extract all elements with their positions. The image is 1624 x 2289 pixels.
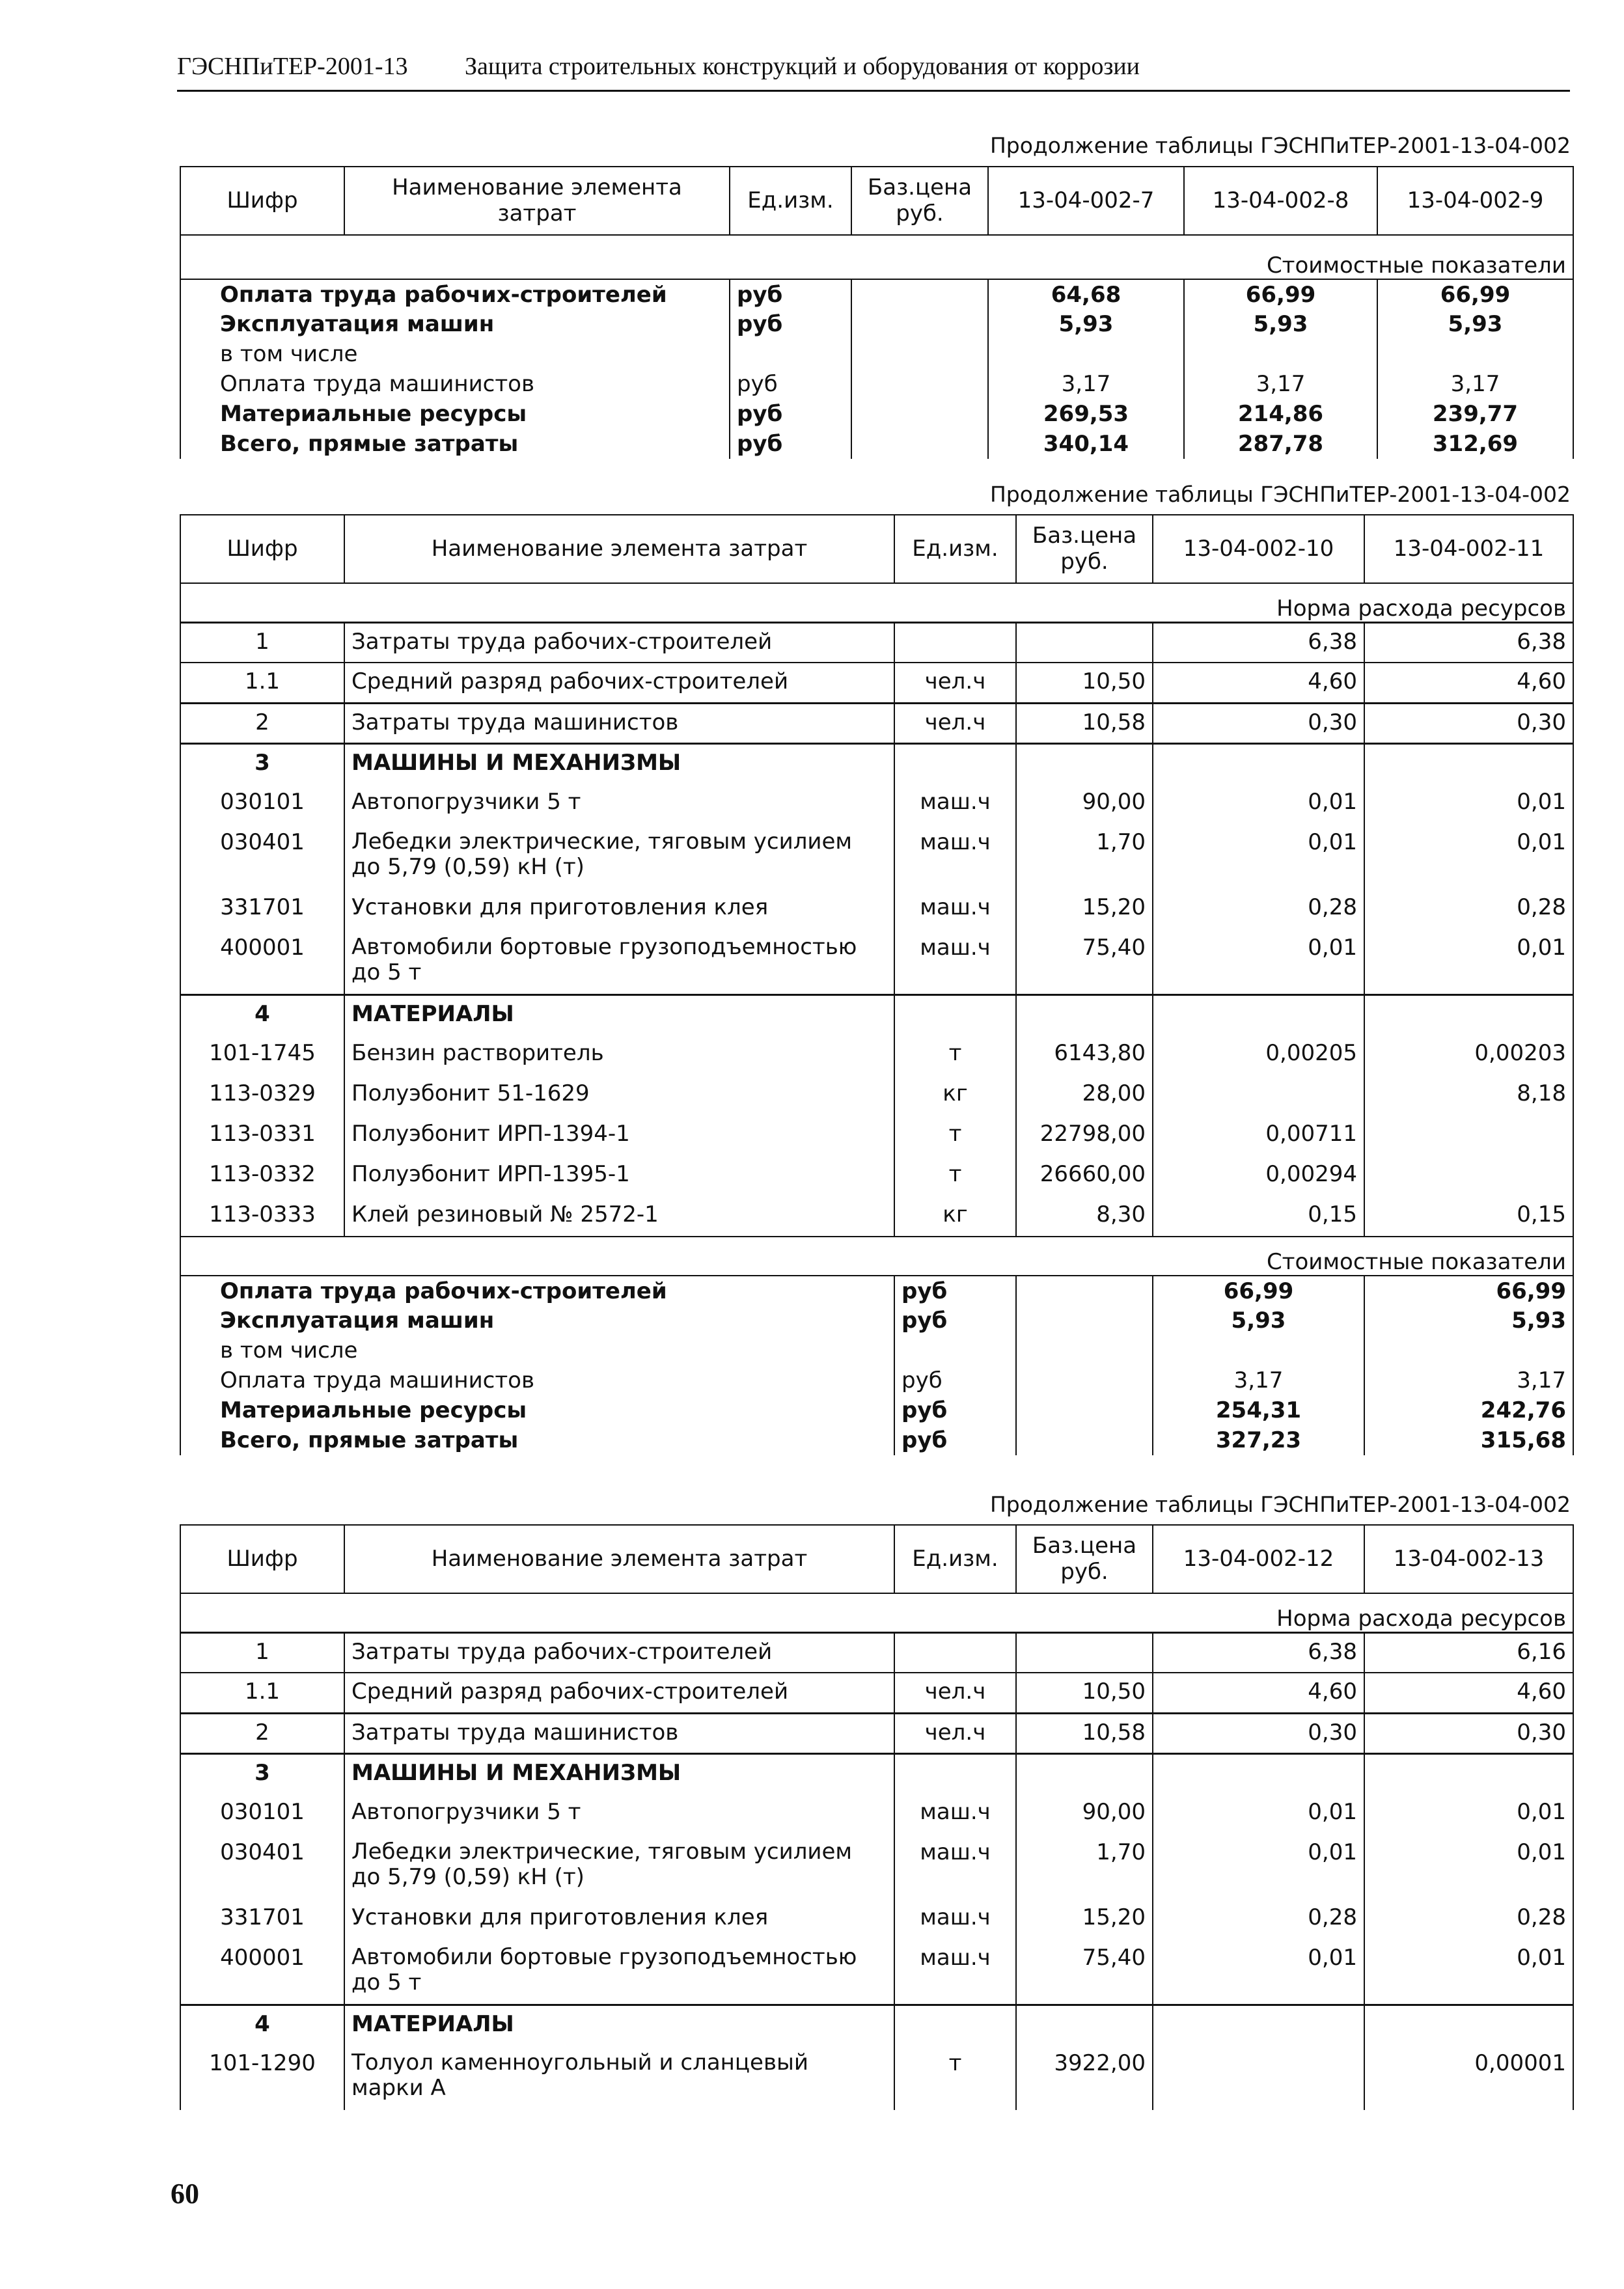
resource-a: 0,30 bbox=[1153, 1713, 1364, 1753]
resource-b bbox=[1364, 1116, 1573, 1156]
resource-b bbox=[1364, 994, 1573, 1035]
cost-value: 269,53 bbox=[988, 399, 1184, 429]
resource-a: 0,28 bbox=[1153, 889, 1364, 929]
section-label: Стоимостные показатели bbox=[180, 235, 1573, 279]
resource-b: 0,28 bbox=[1364, 1899, 1573, 1939]
resource-row bbox=[180, 2045, 1573, 2110]
cost-row bbox=[180, 1336, 1573, 1365]
cost-price bbox=[851, 279, 988, 309]
resource-b: 0,01 bbox=[1364, 784, 1573, 824]
group-row bbox=[180, 2005, 1573, 2045]
col-header: 13-04-002-8 bbox=[1184, 167, 1377, 235]
resource-a bbox=[1153, 743, 1364, 784]
resource-code: 400001 bbox=[180, 1939, 344, 2005]
cost-value: 340,14 bbox=[988, 429, 1184, 459]
resource-code: 101-1745 bbox=[180, 1035, 344, 1075]
cost-row bbox=[180, 1365, 1573, 1395]
resource-name: Средний разряд рабочих-строителей bbox=[344, 1673, 894, 1713]
resource-row bbox=[180, 1834, 1573, 1899]
resource-code: 030101 bbox=[180, 784, 344, 824]
col-header: Наименование элемента затрат bbox=[344, 167, 730, 235]
resource-name: МАТЕРИАЛЫ bbox=[344, 2005, 894, 2045]
cost-unit: руб bbox=[894, 1306, 1016, 1336]
cost-row bbox=[180, 1306, 1573, 1336]
cost-name: Эксплуатация машин bbox=[180, 309, 730, 339]
col-header: 13-04-002-13 bbox=[1364, 1525, 1573, 1593]
cost-row bbox=[180, 399, 1573, 429]
resource-row bbox=[180, 824, 1573, 889]
resource-row bbox=[180, 663, 1573, 703]
resource-code: 331701 bbox=[180, 1899, 344, 1939]
table3-header-row bbox=[180, 1525, 1573, 1593]
cost-value: 64,68 bbox=[988, 279, 1184, 309]
resource-a: 6,38 bbox=[1153, 1632, 1364, 1673]
resource-name: Бензин растворитель bbox=[344, 1035, 894, 1075]
resource-code: 3 bbox=[180, 1753, 344, 1794]
resource-name: Затраты труда машинистов bbox=[344, 703, 894, 743]
resource-row bbox=[180, 1713, 1573, 1753]
resource-row bbox=[180, 1632, 1573, 1673]
cost-name: Оплата труда машинистов bbox=[180, 369, 730, 399]
cost-name: Оплата труда рабочих-строителей bbox=[180, 279, 730, 309]
section-label: Норма расхода ресурсов bbox=[180, 1593, 1573, 1632]
col-header: Ед.изм. bbox=[894, 1525, 1016, 1593]
resource-row bbox=[180, 784, 1573, 824]
resource-price: 10,58 bbox=[1016, 1713, 1153, 1753]
resource-unit: кг bbox=[894, 1196, 1016, 1237]
cost-unit: руб bbox=[730, 369, 851, 399]
resource-a: 0,28 bbox=[1153, 1899, 1364, 1939]
resource-code: 4 bbox=[180, 2005, 344, 2045]
section-row bbox=[180, 235, 1573, 279]
header-title: Защита строительных конструкций и оборудования от коррозии bbox=[465, 53, 1140, 80]
resource-b: 6,16 bbox=[1364, 1632, 1573, 1673]
resource-price: 28,00 bbox=[1016, 1075, 1153, 1116]
cost-value: 66,99 bbox=[1184, 279, 1377, 309]
resource-b bbox=[1364, 1753, 1573, 1794]
cost-value: 239,77 bbox=[1377, 399, 1573, 429]
col-header: Баз.цена руб. bbox=[1016, 1525, 1153, 1593]
cost-name: Оплата труда рабочих-строителей bbox=[180, 1276, 894, 1306]
resource-unit bbox=[894, 622, 1016, 663]
resource-price: 75,40 bbox=[1016, 929, 1153, 994]
resource-b: 0,15 bbox=[1364, 1196, 1573, 1237]
resource-code: 113-0329 bbox=[180, 1075, 344, 1116]
page-number: 60 bbox=[171, 2178, 199, 2210]
resource-price bbox=[1016, 994, 1153, 1035]
cost-value: 254,31 bbox=[1153, 1395, 1364, 1425]
resource-code: 113-0333 bbox=[180, 1196, 344, 1237]
resource-name: Лебедки электрические, тяговым усилием до 5,79 (0,59) кН (т) bbox=[344, 824, 894, 889]
cost-value: 5,93 bbox=[1364, 1306, 1573, 1336]
resource-a bbox=[1153, 2005, 1364, 2045]
resource-a: 0,30 bbox=[1153, 703, 1364, 743]
cost-name: Всего, прямые затраты bbox=[180, 1425, 894, 1455]
resource-name: Полуэбонит ИРП-1395-1 bbox=[344, 1156, 894, 1196]
header-code: ГЭСНПиТЕР-2001-13 bbox=[177, 53, 408, 80]
resource-code: 1 bbox=[180, 1632, 344, 1673]
resource-row bbox=[180, 1116, 1573, 1156]
col-header: Ед.изм. bbox=[894, 515, 1016, 583]
resource-price bbox=[1016, 622, 1153, 663]
resource-row bbox=[180, 1794, 1573, 1834]
cost-price bbox=[1016, 1425, 1153, 1455]
resource-a bbox=[1153, 1075, 1364, 1116]
cost-unit: руб bbox=[730, 309, 851, 339]
resource-unit bbox=[894, 2005, 1016, 2045]
resource-b: 0,01 bbox=[1364, 1794, 1573, 1834]
resource-row bbox=[180, 1673, 1573, 1713]
col-header: Баз.цена руб. bbox=[1016, 515, 1153, 583]
table2 bbox=[180, 514, 1574, 1455]
col-header: Наименование элемента затрат bbox=[344, 515, 894, 583]
resource-code: 1.1 bbox=[180, 663, 344, 703]
resource-b: 0,30 bbox=[1364, 703, 1573, 743]
resource-b bbox=[1364, 2005, 1573, 2045]
resource-name: Установки для приготовления клея bbox=[344, 1899, 894, 1939]
resource-price bbox=[1016, 1632, 1153, 1673]
resource-unit bbox=[894, 994, 1016, 1035]
cost-price bbox=[1016, 1336, 1153, 1365]
cost-value: 5,93 bbox=[1377, 309, 1573, 339]
resource-unit: т bbox=[894, 1156, 1016, 1196]
resource-price: 22798,00 bbox=[1016, 1116, 1153, 1156]
cost-unit: руб bbox=[730, 279, 851, 309]
resource-unit: чел.ч bbox=[894, 663, 1016, 703]
cost-name: в том числе bbox=[180, 339, 730, 369]
resource-price: 1,70 bbox=[1016, 1834, 1153, 1899]
cost-unit: руб bbox=[730, 429, 851, 459]
resource-b: 8,18 bbox=[1364, 1075, 1573, 1116]
resource-unit bbox=[894, 743, 1016, 784]
resource-unit: т bbox=[894, 1116, 1016, 1156]
col-header: 13-04-002-7 bbox=[988, 167, 1184, 235]
resource-a: 0,00294 bbox=[1153, 1156, 1364, 1196]
cost-price bbox=[1016, 1276, 1153, 1306]
cost-value: 3,17 bbox=[1377, 369, 1573, 399]
cost-row bbox=[180, 309, 1573, 339]
resource-unit: маш.ч bbox=[894, 1834, 1016, 1899]
cost-name: Эксплуатация машин bbox=[180, 1306, 894, 1336]
resource-price: 90,00 bbox=[1016, 784, 1153, 824]
resource-b: 0,01 bbox=[1364, 824, 1573, 889]
col-header: Баз.цена руб. bbox=[851, 167, 988, 235]
resource-code: 101-1290 bbox=[180, 2045, 344, 2110]
table3 bbox=[180, 1524, 1574, 2110]
table1 bbox=[180, 166, 1574, 459]
resource-name: МАТЕРИАЛЫ bbox=[344, 994, 894, 1035]
resource-unit: чел.ч bbox=[894, 703, 1016, 743]
cost-value: 3,17 bbox=[1364, 1365, 1573, 1395]
table2-caption: Продолжение таблицы ГЭСНПиТЕР-2001-13-04-002 bbox=[989, 482, 1571, 507]
resource-b: 0,30 bbox=[1364, 1713, 1573, 1753]
resource-price: 8,30 bbox=[1016, 1196, 1153, 1237]
section-row bbox=[180, 1593, 1573, 1632]
cost-price bbox=[851, 309, 988, 339]
resource-a: 4,60 bbox=[1153, 1673, 1364, 1713]
col-header: Шифр bbox=[180, 1525, 344, 1593]
resource-b: 4,60 bbox=[1364, 663, 1573, 703]
resource-a: 0,15 bbox=[1153, 1196, 1364, 1237]
col-header: Шифр bbox=[180, 515, 344, 583]
cost-value: 3,17 bbox=[1153, 1365, 1364, 1395]
resource-code: 2 bbox=[180, 703, 344, 743]
cost-name: Оплата труда машинистов bbox=[180, 1365, 894, 1395]
resource-code: 1.1 bbox=[180, 1673, 344, 1713]
resource-name: Средний разряд рабочих-строителей bbox=[344, 663, 894, 703]
resource-code: 400001 bbox=[180, 929, 344, 994]
resource-code: 1 bbox=[180, 622, 344, 663]
resource-name: Затраты труда рабочих-строителей bbox=[344, 1632, 894, 1673]
resource-price: 15,20 bbox=[1016, 889, 1153, 929]
resource-b: 6,38 bbox=[1364, 622, 1573, 663]
cost-row bbox=[180, 429, 1573, 459]
cost-value: 66,99 bbox=[1377, 279, 1573, 309]
resource-name: МАШИНЫ И МЕХАНИЗМЫ bbox=[344, 1753, 894, 1794]
cost-unit bbox=[730, 339, 851, 369]
resource-row bbox=[180, 1035, 1573, 1075]
resource-a bbox=[1153, 994, 1364, 1035]
resource-code: 030401 bbox=[180, 824, 344, 889]
resource-b: 0,28 bbox=[1364, 889, 1573, 929]
resource-unit: маш.ч bbox=[894, 929, 1016, 994]
cost-value: 66,99 bbox=[1153, 1276, 1364, 1306]
resource-price: 26660,00 bbox=[1016, 1156, 1153, 1196]
resource-unit: маш.ч bbox=[894, 1794, 1016, 1834]
resource-row bbox=[180, 1156, 1573, 1196]
resource-unit: маш.ч bbox=[894, 1939, 1016, 2005]
resource-price: 15,20 bbox=[1016, 1899, 1153, 1939]
cost-value: 5,93 bbox=[1184, 309, 1377, 339]
cost-value: 5,93 bbox=[1153, 1306, 1364, 1336]
resource-price: 6143,80 bbox=[1016, 1035, 1153, 1075]
resource-unit: маш.ч bbox=[894, 889, 1016, 929]
cost-value: 242,76 bbox=[1364, 1395, 1573, 1425]
resource-unit bbox=[894, 1753, 1016, 1794]
table2-header-row bbox=[180, 515, 1573, 583]
cost-unit: руб bbox=[894, 1365, 1016, 1395]
resource-unit: маш.ч bbox=[894, 824, 1016, 889]
cost-name: в том числе bbox=[180, 1336, 894, 1365]
resource-a: 0,01 bbox=[1153, 824, 1364, 889]
resource-name: МАШИНЫ И МЕХАНИЗМЫ bbox=[344, 743, 894, 784]
resource-price: 10,58 bbox=[1016, 703, 1153, 743]
resource-row bbox=[180, 703, 1573, 743]
resource-code: 2 bbox=[180, 1713, 344, 1753]
resource-a: 0,01 bbox=[1153, 1834, 1364, 1899]
resource-unit: т bbox=[894, 1035, 1016, 1075]
page-header bbox=[177, 52, 1570, 92]
cost-name: Материальные ресурсы bbox=[180, 399, 730, 429]
col-header: Ед.изм. bbox=[730, 167, 851, 235]
resource-code: 331701 bbox=[180, 889, 344, 929]
resource-price: 1,70 bbox=[1016, 824, 1153, 889]
resource-code: 030401 bbox=[180, 1834, 344, 1899]
col-header: 13-04-002-11 bbox=[1364, 515, 1573, 583]
resource-code: 030101 bbox=[180, 1794, 344, 1834]
col-header: Наименование элемента затрат bbox=[344, 1525, 894, 1593]
resource-code: 113-0331 bbox=[180, 1116, 344, 1156]
resource-unit: чел.ч bbox=[894, 1673, 1016, 1713]
cost-value: 315,68 bbox=[1364, 1425, 1573, 1455]
cost-value: 287,78 bbox=[1184, 429, 1377, 459]
resource-unit: кг bbox=[894, 1075, 1016, 1116]
cost-name: Материальные ресурсы bbox=[180, 1395, 894, 1425]
cost-unit bbox=[894, 1336, 1016, 1365]
cost-unit: руб bbox=[894, 1395, 1016, 1425]
group-row bbox=[180, 994, 1573, 1035]
section-label: Стоимостные показатели bbox=[180, 1237, 1573, 1276]
resource-row bbox=[180, 1899, 1573, 1939]
cost-row bbox=[180, 1425, 1573, 1455]
cost-unit: руб bbox=[894, 1425, 1016, 1455]
resource-name: Затраты труда рабочих-строителей bbox=[344, 622, 894, 663]
resource-code: 3 bbox=[180, 743, 344, 784]
resource-price bbox=[1016, 743, 1153, 784]
cost-value: 214,86 bbox=[1184, 399, 1377, 429]
cost-unit: руб bbox=[894, 1276, 1016, 1306]
resource-row bbox=[180, 889, 1573, 929]
resource-row bbox=[180, 1196, 1573, 1237]
table1-header-row bbox=[180, 167, 1573, 235]
col-header: 13-04-002-9 bbox=[1377, 167, 1573, 235]
cost-row bbox=[180, 369, 1573, 399]
cost-row bbox=[180, 339, 1573, 369]
cost-value: 327,23 bbox=[1153, 1425, 1364, 1455]
cost-price bbox=[1016, 1306, 1153, 1336]
resource-name: Лебедки электрические, тяговым усилием до 5,79 (0,59) кН (т) bbox=[344, 1834, 894, 1899]
cost-value bbox=[1184, 339, 1377, 369]
resource-name: Автомобили бортовые грузоподъемностью до 5 т bbox=[344, 929, 894, 994]
resource-b bbox=[1364, 1156, 1573, 1196]
resource-price: 90,00 bbox=[1016, 1794, 1153, 1834]
section-row bbox=[180, 1237, 1573, 1276]
resource-unit: маш.ч bbox=[894, 1899, 1016, 1939]
cost-value bbox=[1364, 1336, 1573, 1365]
col-header: 13-04-002-10 bbox=[1153, 515, 1364, 583]
resource-name: Затраты труда машинистов bbox=[344, 1713, 894, 1753]
resource-b: 0,00203 bbox=[1364, 1035, 1573, 1075]
section-label: Норма расхода ресурсов bbox=[180, 583, 1573, 622]
cost-value bbox=[1377, 339, 1573, 369]
resource-b: 0,01 bbox=[1364, 1939, 1573, 2005]
table3-caption: Продолжение таблицы ГЭСНПиТЕР-2001-13-04-002 bbox=[989, 1492, 1571, 1517]
resource-b: 0,00001 bbox=[1364, 2045, 1573, 2110]
resource-b bbox=[1364, 743, 1573, 784]
group-row bbox=[180, 1753, 1573, 1794]
resource-a bbox=[1153, 1753, 1364, 1794]
resource-name: Полуэбонит ИРП-1394-1 bbox=[344, 1116, 894, 1156]
cost-value: 66,99 bbox=[1364, 1276, 1573, 1306]
table1-caption: Продолжение таблицы ГЭСНПиТЕР-2001-13-04-002 bbox=[989, 133, 1571, 158]
group-row bbox=[180, 743, 1573, 784]
resource-row bbox=[180, 929, 1573, 994]
resource-name: Полуэбонит 51-1629 bbox=[344, 1075, 894, 1116]
cost-price bbox=[851, 429, 988, 459]
resource-unit: чел.ч bbox=[894, 1713, 1016, 1753]
resource-name: Автопогрузчики 5 т bbox=[344, 1794, 894, 1834]
resource-row bbox=[180, 622, 1573, 663]
resource-a: 4,60 bbox=[1153, 663, 1364, 703]
resource-row bbox=[180, 1939, 1573, 2005]
resource-price bbox=[1016, 2005, 1153, 2045]
resource-unit bbox=[894, 1632, 1016, 1673]
section-row bbox=[180, 583, 1573, 622]
cost-price bbox=[1016, 1395, 1153, 1425]
cost-name: Всего, прямые затраты bbox=[180, 429, 730, 459]
cost-price bbox=[851, 399, 988, 429]
resource-a: 6,38 bbox=[1153, 622, 1364, 663]
resource-a: 0,01 bbox=[1153, 784, 1364, 824]
cost-value: 312,69 bbox=[1377, 429, 1573, 459]
resource-name: Установки для приготовления клея bbox=[344, 889, 894, 929]
resource-a: 0,00711 bbox=[1153, 1116, 1364, 1156]
resource-price: 10,50 bbox=[1016, 1673, 1153, 1713]
resource-a: 0,01 bbox=[1153, 1794, 1364, 1834]
cost-value bbox=[1153, 1336, 1364, 1365]
resource-a bbox=[1153, 2045, 1364, 2110]
resource-unit: т bbox=[894, 2045, 1016, 2110]
col-header: Шифр bbox=[180, 167, 344, 235]
cost-row bbox=[180, 1395, 1573, 1425]
resource-a: 0,01 bbox=[1153, 1939, 1364, 2005]
cost-price bbox=[851, 369, 988, 399]
resource-name: Автопогрузчики 5 т bbox=[344, 784, 894, 824]
resource-code: 113-0332 bbox=[180, 1156, 344, 1196]
col-header: 13-04-002-12 bbox=[1153, 1525, 1364, 1593]
cost-value: 3,17 bbox=[988, 369, 1184, 399]
resource-a: 0,00205 bbox=[1153, 1035, 1364, 1075]
resource-b: 4,60 bbox=[1364, 1673, 1573, 1713]
resource-price: 75,40 bbox=[1016, 1939, 1153, 2005]
resource-row bbox=[180, 1075, 1573, 1116]
resource-price bbox=[1016, 1753, 1153, 1794]
resource-name: Автомобили бортовые грузоподъемностью до 5 т bbox=[344, 1939, 894, 2005]
cost-value: 5,93 bbox=[988, 309, 1184, 339]
resource-a: 0,01 bbox=[1153, 929, 1364, 994]
resource-unit: маш.ч bbox=[894, 784, 1016, 824]
resource-price: 10,50 bbox=[1016, 663, 1153, 703]
cost-row bbox=[180, 1276, 1573, 1306]
resource-price: 3922,00 bbox=[1016, 2045, 1153, 2110]
resource-name: Толуол каменноугольный и сланцевый марки А bbox=[344, 2045, 894, 2110]
resource-b: 0,01 bbox=[1364, 1834, 1573, 1899]
resource-code: 4 bbox=[180, 994, 344, 1035]
cost-price bbox=[1016, 1365, 1153, 1395]
resource-b: 0,01 bbox=[1364, 929, 1573, 994]
cost-row bbox=[180, 279, 1573, 309]
cost-unit: руб bbox=[730, 399, 851, 429]
resource-name: Клей резиновый № 2572-1 bbox=[344, 1196, 894, 1237]
cost-price bbox=[851, 339, 988, 369]
cost-value: 3,17 bbox=[1184, 369, 1377, 399]
cost-value bbox=[988, 339, 1184, 369]
